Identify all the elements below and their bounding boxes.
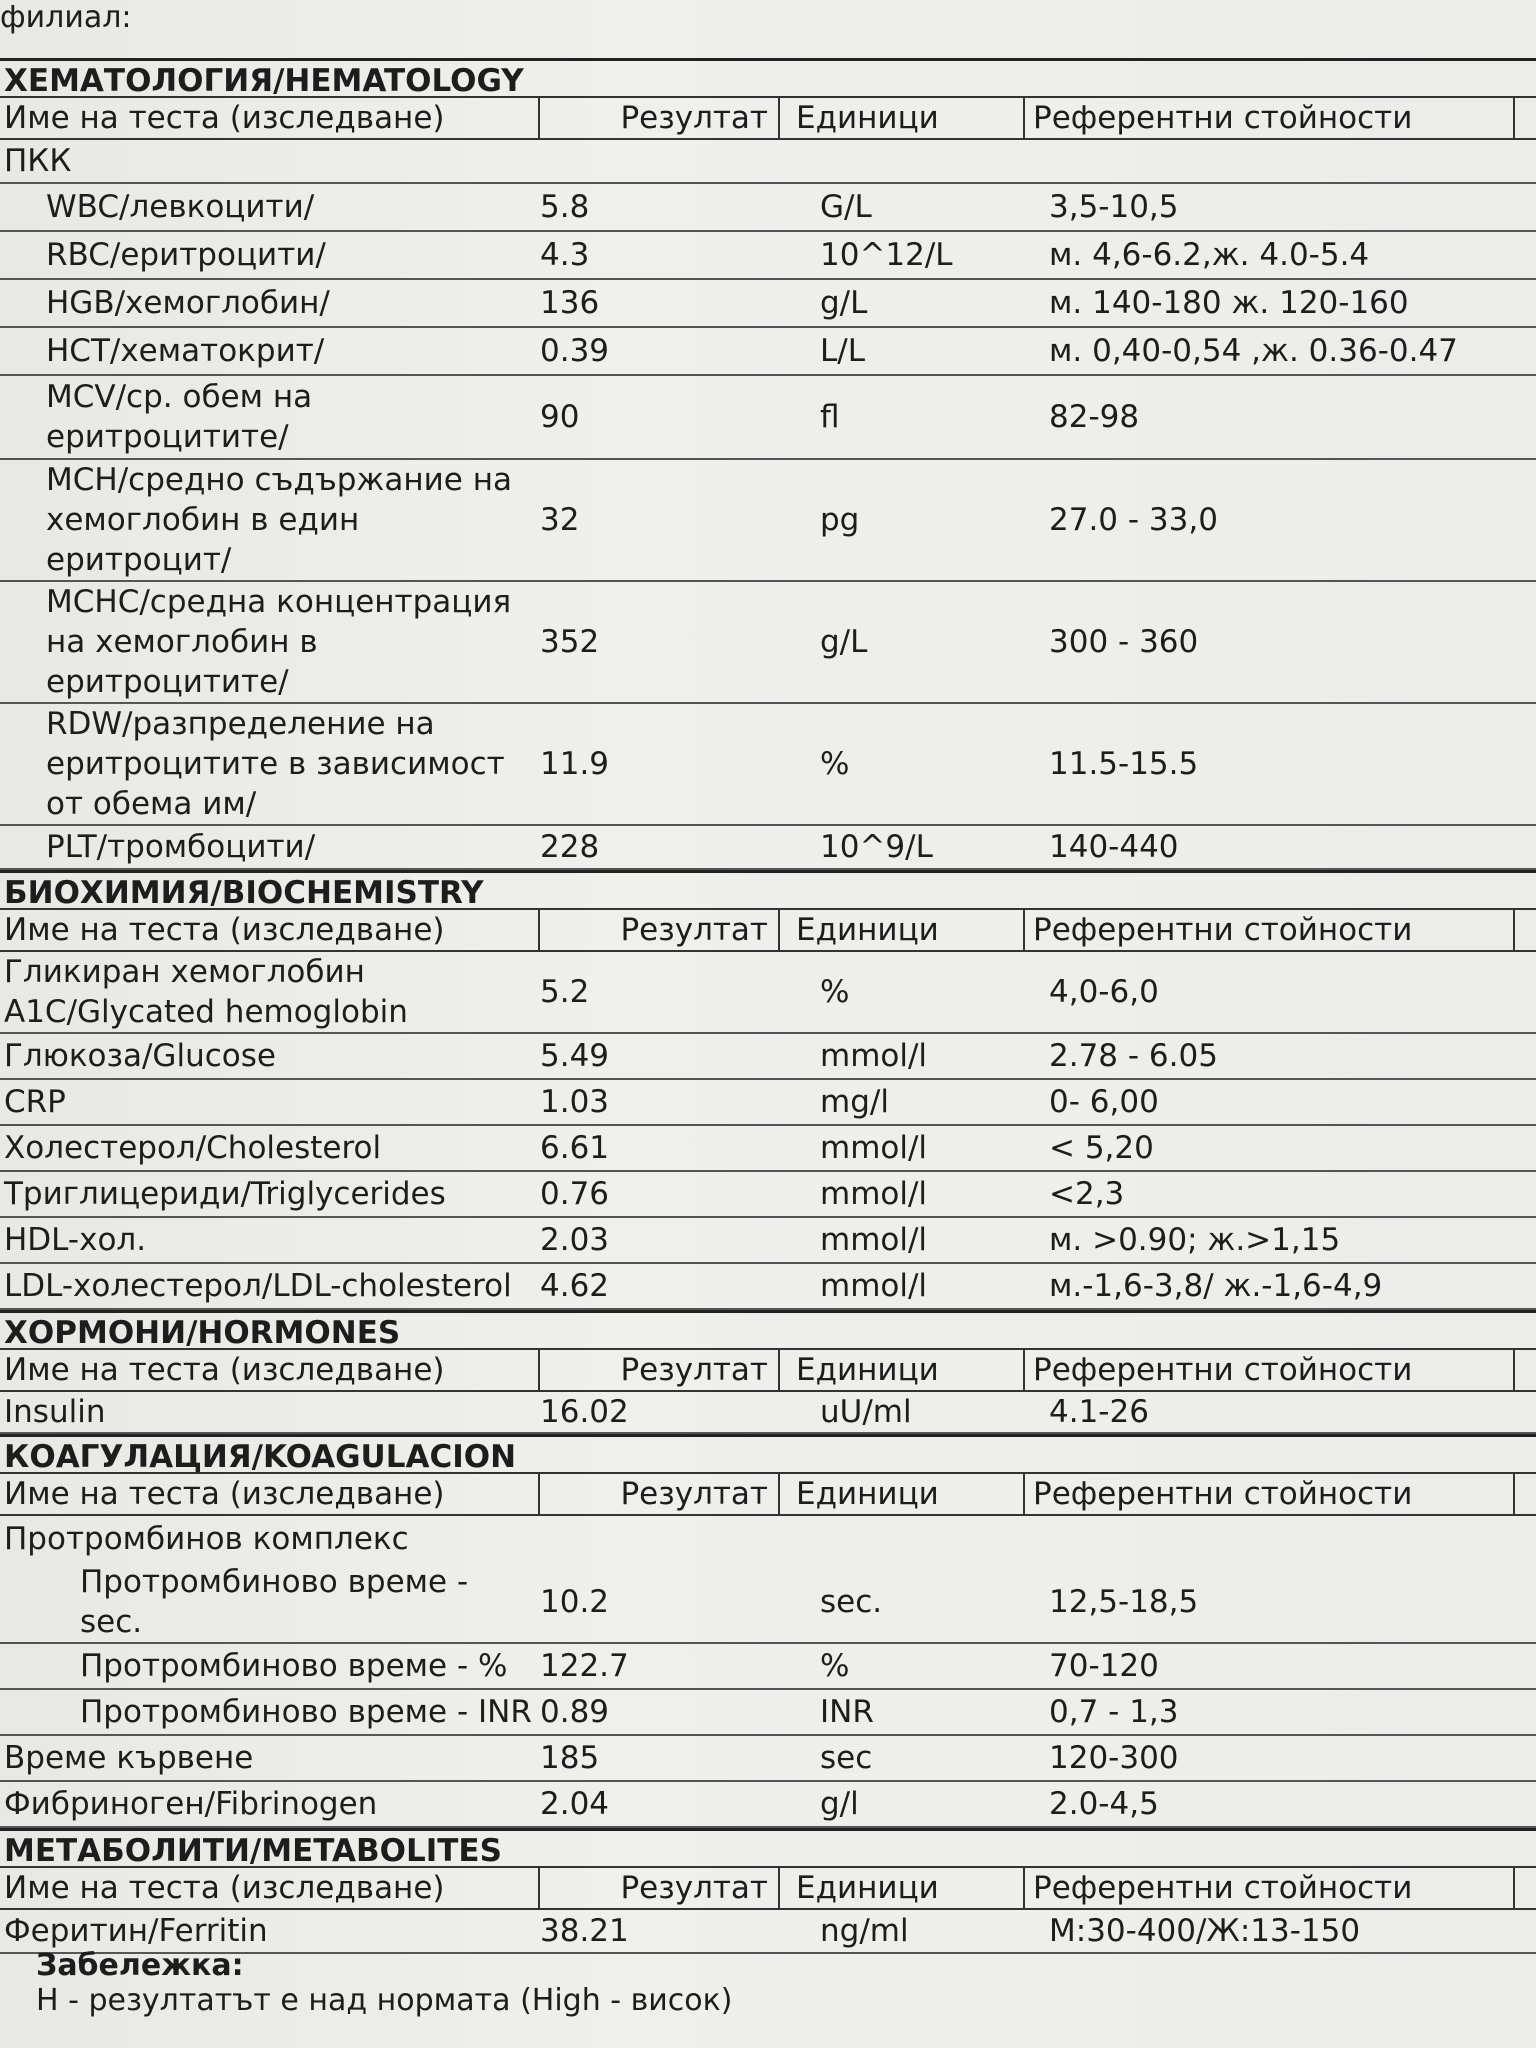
- column-header-result: Резултат: [540, 98, 780, 138]
- table-row: [0, 232, 1536, 280]
- test-unit: g/L: [820, 285, 868, 321]
- column-header-row: [0, 96, 1536, 140]
- section-title: БИОХИМИЯ/BIOCHEMISTRY: [0, 870, 1536, 908]
- column-header-reference: Референтни стойности: [1025, 1350, 1515, 1390]
- column-header-units: Единици: [780, 1868, 1025, 1908]
- test-reference: м. 4,6-6.2,ж. 4.0-5.4: [1049, 237, 1370, 273]
- test-reference: 4,0-6,0: [1049, 974, 1159, 1010]
- test-reference: 2.78 - 6.05: [1049, 1038, 1218, 1074]
- table-row: [0, 376, 1536, 460]
- test-result: 16.02: [540, 1394, 629, 1430]
- column-header-name: Име на теста (изследване): [0, 910, 540, 950]
- test-unit: fl: [820, 399, 840, 435]
- test-result: 228: [540, 829, 600, 865]
- test-result: 185: [540, 1740, 600, 1776]
- test-unit: g/l: [820, 1786, 859, 1822]
- footnote: [36, 1948, 732, 2018]
- test-unit: %: [820, 974, 850, 1010]
- table-row: [0, 184, 1536, 232]
- test-reference: 82-98: [1049, 399, 1140, 435]
- column-header-row: [0, 908, 1536, 952]
- column-header-units: Единици: [780, 98, 1025, 138]
- column-header-units: Единици: [780, 1474, 1025, 1514]
- test-unit: 10^12/L: [820, 237, 953, 273]
- test-unit: L/L: [820, 333, 865, 369]
- test-unit: g/L: [820, 624, 868, 660]
- column-header-reference: Референтни стойности: [1025, 98, 1515, 138]
- table-row: [0, 1562, 1536, 1644]
- test-unit: mg/l: [820, 1084, 889, 1120]
- test-name: Протромбиново време - %: [80, 1648, 508, 1684]
- test-name: Протромбиново време - INR: [80, 1694, 532, 1730]
- test-name: Холестерол/Cholesterol: [4, 1130, 382, 1166]
- test-reference: М:30-400/Ж:13-150: [1049, 1913, 1361, 1949]
- test-result: 122.7: [540, 1648, 629, 1684]
- test-result: 1.03: [540, 1084, 610, 1120]
- column-header-row: [0, 1866, 1536, 1910]
- test-result: 10.2: [540, 1584, 610, 1620]
- column-header-reference: Референтни стойности: [1025, 1868, 1515, 1908]
- test-name: WBC/левкоцити/: [46, 189, 315, 225]
- test-name: RBC/еритроцити/: [46, 237, 326, 273]
- note-title: Забележка:: [36, 1948, 244, 1983]
- test-result: 38.21: [540, 1913, 629, 1949]
- test-unit: mmol/l: [820, 1222, 928, 1258]
- column-header-units: Единици: [780, 910, 1025, 950]
- test-reference: 2.0-4,5: [1049, 1786, 1159, 1822]
- section-1: [0, 870, 1536, 1310]
- column-header-units: Единици: [780, 1350, 1025, 1390]
- test-name: Феритин/Ferritin: [4, 1913, 268, 1949]
- table-row: [0, 1218, 1536, 1264]
- test-name: MCV/ср. обем на еритроцитите/: [46, 379, 313, 455]
- test-unit: mmol/l: [820, 1130, 928, 1166]
- section-2: [0, 1310, 1536, 1434]
- test-result: 6.61: [540, 1130, 610, 1166]
- test-reference: 70-120: [1049, 1648, 1159, 1684]
- column-header-name: Име на теста (изследване): [0, 1474, 540, 1514]
- test-reference: 3,5-10,5: [1049, 189, 1179, 225]
- table-row: [0, 704, 1536, 826]
- test-unit: %: [820, 746, 850, 782]
- test-unit: 10^9/L: [820, 829, 933, 865]
- test-unit: mmol/l: [820, 1268, 928, 1304]
- table-row: [0, 1690, 1536, 1736]
- group-label: ПКК: [0, 140, 1536, 184]
- test-name: PLT/тромбоцити/: [46, 829, 316, 865]
- column-header-row: [0, 1472, 1536, 1516]
- test-result: 0.39: [540, 333, 610, 369]
- column-header-row: [0, 1348, 1536, 1392]
- test-reference: 0- 6,00: [1049, 1084, 1159, 1120]
- test-result: 5.2: [540, 974, 590, 1010]
- test-unit: INR: [820, 1694, 874, 1730]
- test-name: Триглицериди/Triglycerides: [4, 1176, 446, 1212]
- test-result: 0.76: [540, 1176, 610, 1212]
- table-row: [0, 280, 1536, 328]
- branch-label: филиал:: [0, 0, 132, 35]
- table-row: [0, 1736, 1536, 1782]
- test-name: HGB/хемоглобин/: [46, 285, 330, 321]
- test-unit: ng/ml: [820, 1913, 909, 1949]
- test-result: 4.62: [540, 1268, 610, 1304]
- test-unit: uU/ml: [820, 1394, 912, 1430]
- test-reference: м. 140-180 ж. 120-160: [1049, 285, 1409, 321]
- section-4: [0, 1828, 1536, 1954]
- test-reference: м. >0.90; ж.>1,15: [1049, 1222, 1341, 1258]
- test-name: Глюкоза/Glucose: [4, 1038, 276, 1074]
- test-name: LDL-холестерол/LDL-cholesterol: [4, 1268, 512, 1304]
- table-row: [0, 826, 1536, 870]
- test-name: Фибриноген/Fibrinogen: [4, 1786, 378, 1822]
- column-header-reference: Референтни стойности: [1025, 1474, 1515, 1514]
- column-header-name: Име на теста (изследване): [0, 1350, 540, 1390]
- column-header-name: Име на теста (изследване): [0, 1868, 540, 1908]
- section-title: КОАГУЛАЦИЯ/KOAGULACION: [0, 1434, 1536, 1472]
- test-reference: 140-440: [1049, 829, 1179, 865]
- test-result: 136: [540, 285, 600, 321]
- test-reference: 0,7 - 1,3: [1049, 1694, 1179, 1730]
- table-row: [0, 328, 1536, 376]
- group-label: Протромбинов комплекс: [4, 1521, 409, 1557]
- column-header-name: Име на теста (изследване): [0, 98, 540, 138]
- test-name: RDW/разпределение на еритроцитите в зависимост от обема им/: [46, 706, 505, 822]
- table-row: [0, 1782, 1536, 1828]
- test-reference: 300 - 360: [1049, 624, 1199, 660]
- test-reference: 12,5-18,5: [1049, 1584, 1199, 1620]
- test-name: HDL-хол.: [4, 1222, 147, 1258]
- test-name: MCH/средно съдържание на хемоглобин в един еритроцит/: [46, 462, 512, 578]
- section-0: [0, 58, 1536, 870]
- test-name: Insulin: [4, 1394, 106, 1430]
- test-result: 5.49: [540, 1038, 610, 1074]
- table-row: [0, 1034, 1536, 1080]
- test-result: 90: [540, 399, 580, 435]
- test-unit: mmol/l: [820, 1176, 928, 1212]
- table-row: [0, 1080, 1536, 1126]
- test-reference: < 5,20: [1049, 1130, 1154, 1166]
- test-result: 4.3: [540, 237, 590, 273]
- test-unit: sec: [820, 1740, 873, 1776]
- table-row: [0, 1644, 1536, 1690]
- test-reference: 120-300: [1049, 1740, 1179, 1776]
- section-title: ХЕМАТОЛОГИЯ/HEMATOLOGY: [0, 58, 1536, 96]
- test-name: Време кървене: [4, 1740, 254, 1776]
- test-name: Протромбиново време - sec.: [80, 1564, 469, 1640]
- test-unit: mmol/l: [820, 1038, 928, 1074]
- note-line: H - резултатът е над нормата (High - висок): [36, 1983, 733, 2018]
- table-row: [0, 952, 1536, 1034]
- column-header-reference: Референтни стойности: [1025, 910, 1515, 950]
- test-result: 11.9: [540, 746, 610, 782]
- table-row: [0, 1126, 1536, 1172]
- test-result: 2.03: [540, 1222, 610, 1258]
- table-row: [0, 1392, 1536, 1434]
- test-result: 0.89: [540, 1694, 610, 1730]
- test-name: CRP: [4, 1084, 66, 1120]
- test-result: 2.04: [540, 1786, 610, 1822]
- section-title: МЕТАБОЛИТИ/METABOLITES: [0, 1828, 1536, 1866]
- test-unit: G/L: [820, 189, 872, 225]
- column-header-result: Резултат: [540, 910, 780, 950]
- test-result: 32: [540, 502, 580, 538]
- test-name: Гликиран хемоглобин A1C/Glycated hemoglobin: [4, 954, 408, 1030]
- table-row: [0, 582, 1536, 704]
- table-row: [0, 460, 1536, 582]
- table-row: [0, 1264, 1536, 1310]
- test-unit: pg: [820, 502, 860, 538]
- test-reference: м. 0,40-0,54 ,ж. 0.36-0.47: [1049, 333, 1458, 369]
- test-result: 352: [540, 624, 600, 660]
- column-header-result: Резултат: [540, 1868, 780, 1908]
- section-3: [0, 1434, 1536, 1828]
- test-reference: 11.5-15.5: [1049, 746, 1199, 782]
- test-result: 5.8: [540, 189, 590, 225]
- section-title: ХОРМОНИ/HORMONES: [0, 1310, 1536, 1348]
- test-reference: <2,3: [1049, 1176, 1125, 1212]
- test-name: HCT/хематокрит/: [46, 333, 325, 369]
- lab-results-report: [0, 58, 1536, 1954]
- test-reference: 27.0 - 33,0: [1049, 502, 1218, 538]
- test-reference: м.-1,6-3,8/ ж.-1,6-4,9: [1049, 1268, 1383, 1304]
- column-header-result: Резултат: [540, 1474, 780, 1514]
- column-header-result: Резултат: [540, 1350, 780, 1390]
- test-name: MCHC/средна концентрация на хемоглобин в еритроцитите/: [46, 584, 512, 700]
- table-row: [0, 1172, 1536, 1218]
- test-unit: sec.: [820, 1584, 883, 1620]
- test-reference: 4.1-26: [1049, 1394, 1149, 1430]
- test-unit: %: [820, 1648, 850, 1684]
